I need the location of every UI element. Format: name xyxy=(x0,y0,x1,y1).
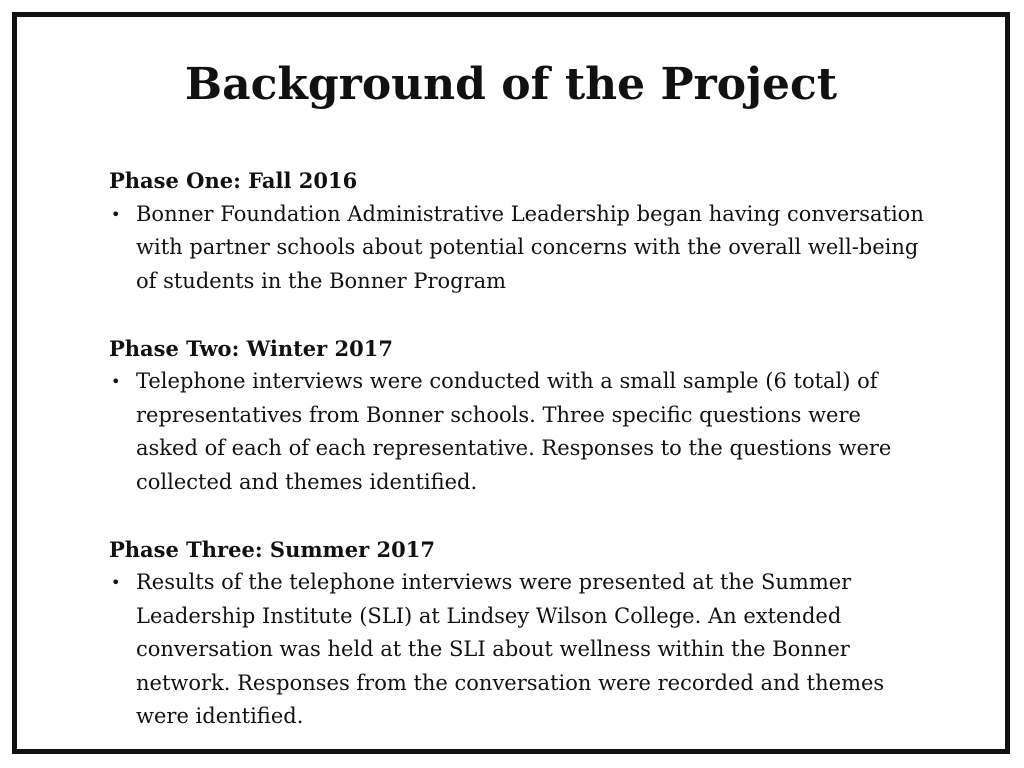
phase-one-section xyxy=(109,164,929,298)
slide-title: Background of the Project xyxy=(184,59,838,110)
phase-two-heading: Phase Two: Winter 2017 xyxy=(109,335,393,361)
phase-one-bullet-text: Bonner Foundation Administrative Leadership began having conversation with partner schools about potential concerns with the overall well-being of students in the Bonner Program xyxy=(136,201,924,293)
slide-frame xyxy=(12,12,1010,754)
bullet-icon: • xyxy=(111,372,121,391)
phase-one-bullet xyxy=(109,198,929,299)
phase-two-bullet xyxy=(109,365,929,499)
slide-content xyxy=(109,164,929,734)
phase-two-section xyxy=(109,332,929,500)
bullet-icon: • xyxy=(111,573,121,592)
phase-one-heading: Phase One: Fall 2016 xyxy=(109,168,358,193)
bullet-icon: • xyxy=(111,204,121,224)
phase-three-bullet-text: Results of the telephone interviews were presented at the Summer Leadership Institute (SLI) at Lindsey Wilson College. An extended conversation was held at the SLI about wellness within the Bonner network. Responses from the conversation were recorded and themes were identified. xyxy=(136,570,885,728)
phase-three-bullet xyxy=(109,566,929,734)
phase-two-bullet-text: Telephone interviews were conducted with a small sample (6 total) of representatives from Bonner schools. Three specific questions were asked of each of each representative. Responses to the questions were collected and themes identified. xyxy=(136,369,892,494)
phase-three-heading: Phase Three: Summer 2017 xyxy=(109,536,435,562)
phase-three-section xyxy=(109,533,929,734)
